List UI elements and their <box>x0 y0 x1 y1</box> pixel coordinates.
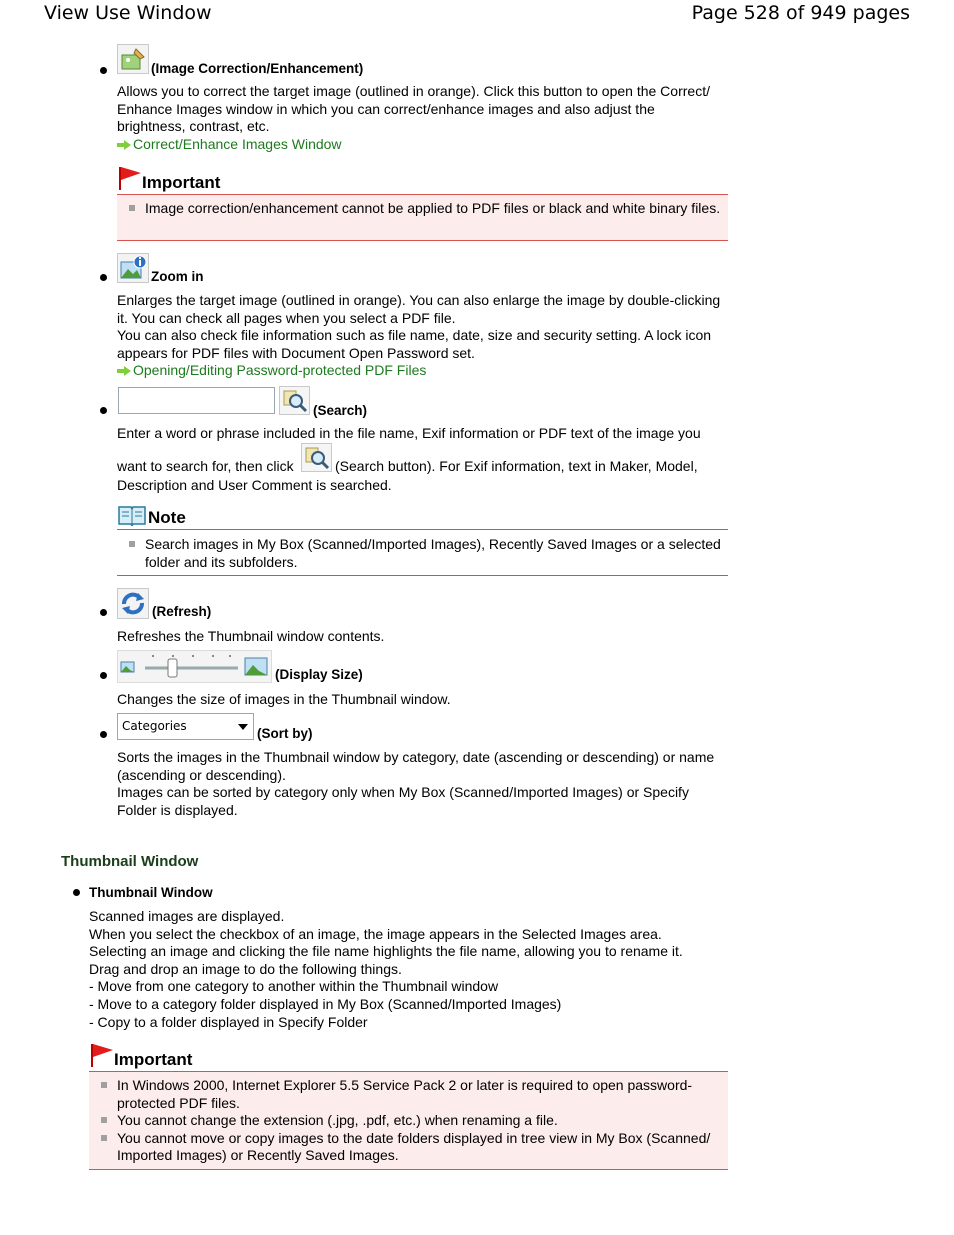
link-password-pdf[interactable] <box>117 362 727 380</box>
desc-text: Scanned images are displayed. <box>89 908 285 924</box>
desc-text: Enlarges the target image (outlined in orange). You can also enlarge the image by double-clicking it. You can check all pages when you select a PDF file. <box>117 292 721 326</box>
zoom-in-icon[interactable] <box>117 253 149 283</box>
li-text: In Windows 2000, Internet Explorer 5.5 Service Pack 2 or later is required to open password-protected PDF files. <box>117 1077 693 1111</box>
important-heading: Important <box>114 1050 193 1069</box>
sort-by-select[interactable] <box>117 713 254 740</box>
important-heading: Important <box>142 173 221 192</box>
bullet <box>100 67 107 74</box>
desc-text: Enter a word or phrase included in the file name, Exif information or PDF text of the image you <box>117 425 701 441</box>
search-button-icon[interactable] <box>301 443 332 472</box>
refresh-icon[interactable] <box>117 588 149 619</box>
square-bullet-icon <box>101 1135 107 1141</box>
section-title-thumbnail: Thumbnail Window <box>61 853 199 870</box>
item-desc-sort-by <box>117 749 727 819</box>
link-text[interactable]: Opening/Editing Password-protected PDF Files <box>133 362 427 379</box>
important-list-item <box>89 1130 728 1165</box>
search-input[interactable] <box>118 387 275 414</box>
image-correction-icon[interactable] <box>117 44 149 74</box>
item-title-refresh: (Refresh) <box>152 604 212 619</box>
desc-text: Images can be sorted by category only when My Box (Scanned/Imported Images) or Specify Folder is displayed. <box>117 784 689 818</box>
note-book-icon <box>118 504 146 526</box>
desc-text: You can also check file information such as file name, date, size and security setting. A lock icon appears for PDF files with Document Open Password set. <box>117 327 712 361</box>
item-title-search: (Search) <box>313 403 368 418</box>
desc-text: When you select the checkbox of an image, the image appears in the Selected Images area. <box>89 925 662 942</box>
important-flag-icon <box>118 166 142 190</box>
li-text: You cannot change the extension (.jpg, .pdf, etc.) when renaming a file. <box>117 1112 558 1129</box>
search-icon[interactable] <box>279 386 310 415</box>
bullet <box>100 609 107 616</box>
note-list-item <box>117 536 728 571</box>
note-heading: Note <box>148 508 186 527</box>
li-text: Search images in My Box (Scanned/Imported Images), Recently Saved Images or a selected folder and its subfolders. <box>145 536 721 570</box>
note-box <box>117 529 728 576</box>
item-title-sort-by: (Sort by) <box>257 726 313 741</box>
bullet <box>100 407 107 414</box>
bullet <box>100 274 107 281</box>
desc-text: Allows you to correct the target image (outlined in orange). Click this button to open the Correct/ Enhance Images window in which you can correct/enhance images and also adjust the brightness, contrast, etc. <box>117 83 710 135</box>
important-list-item <box>89 1112 728 1130</box>
desc-text: Sorts the images in the Thumbnail window by category, date (ascending or descending) or name (ascending or descending). <box>117 749 715 783</box>
desc-text: - Move to a category folder displayed in My Box (Scanned/Imported Images) <box>89 995 562 1012</box>
important-box <box>89 1071 728 1170</box>
thumbnail-desc <box>89 908 729 1031</box>
item-desc-search-end: Description and User Comment is searched. <box>117 477 392 493</box>
item-desc-image-correction <box>117 83 727 153</box>
bullet <box>100 731 107 738</box>
link-arrow-icon <box>117 366 131 376</box>
square-bullet-icon <box>101 1082 107 1088</box>
sort-by-value: Categories <box>122 719 187 733</box>
desc-text: Selecting an image and clicking the file name highlights the file name, allowing you to rename it. <box>89 943 683 960</box>
item-title-display-size: (Display Size) <box>275 667 363 682</box>
item-title-zoom-in: Zoom in <box>151 269 204 284</box>
item-desc-zoom-in <box>117 292 727 380</box>
chevron-down-icon[interactable] <box>238 724 248 730</box>
link-correct-enhance[interactable] <box>117 136 727 154</box>
desc-text: want to search for, then click <box>117 458 294 474</box>
header-section-title: View Use Window <box>44 2 212 24</box>
desc-text: - Move from one category to another within the Thumbnail window <box>89 978 499 995</box>
bullet <box>73 889 80 896</box>
link-arrow-icon <box>117 140 131 150</box>
header-page-number: Page 528 of 949 pages <box>691 2 910 24</box>
item-title-image-correction: (Image Correction/Enhancement) <box>151 61 364 76</box>
desc-text: - Copy to a folder displayed in Specify Folder <box>89 1013 368 1030</box>
important-list-item <box>117 200 728 218</box>
li-text: Image correction/enhancement cannot be applied to PDF files or black and white binary files. <box>145 200 721 216</box>
item-desc-search <box>117 425 727 443</box>
important-box <box>117 194 728 241</box>
display-size-slider-icon[interactable] <box>117 650 272 683</box>
item-title-thumbnail: Thumbnail Window <box>89 885 213 900</box>
square-bullet-icon <box>101 1117 107 1123</box>
link-text[interactable]: Correct/Enhance Images Window <box>133 135 342 152</box>
important-list-item <box>89 1077 728 1112</box>
square-bullet-icon <box>129 541 135 547</box>
desc-text: Drag and drop an image to do the following things. <box>89 960 402 977</box>
item-desc-refresh: Refreshes the Thumbnail window contents. <box>117 628 385 644</box>
square-bullet-icon <box>129 205 135 211</box>
item-desc-display-size: Changes the size of images in the Thumbnail window. <box>117 691 451 707</box>
bullet <box>100 672 107 679</box>
important-flag-icon <box>90 1043 114 1067</box>
li-text: You cannot move or copy images to the date folders displayed in tree view in My Box (Scanned/ Imported Images) or Recently Saved Images. <box>117 1129 711 1164</box>
desc-text: (Search button). For Exif information, text in Maker, Model, <box>335 458 698 474</box>
